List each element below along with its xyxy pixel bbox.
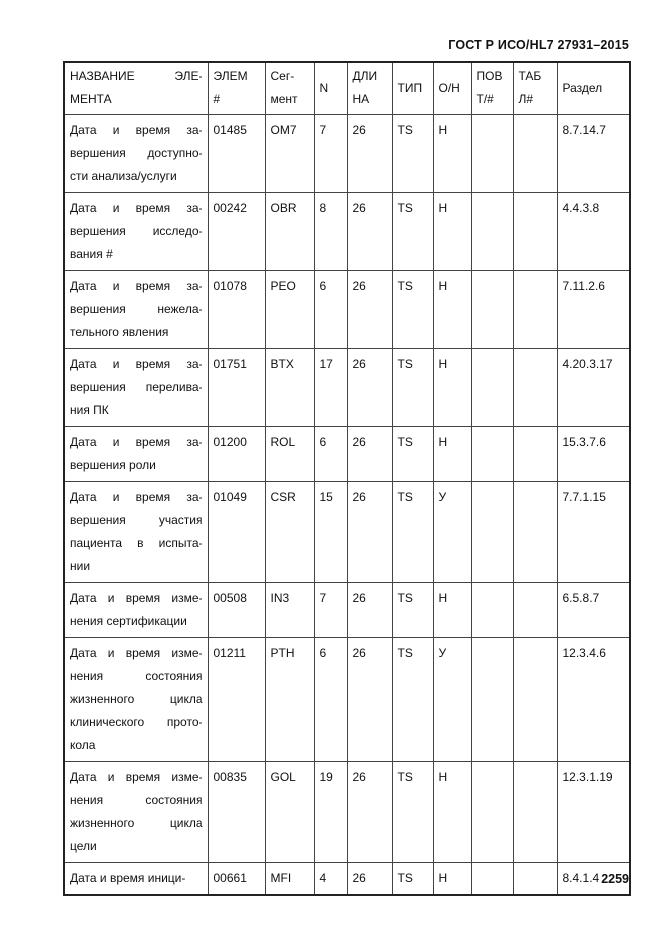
section-cell: 12.3.4.6 [557,638,630,762]
table-row [64,482,630,583]
n-cell: 17 [314,349,347,427]
element-name-cell: Дата и время за- вершения нежела- тельного явления [64,271,208,349]
tabl-cell [513,271,557,349]
oh-cell: Н [433,863,471,896]
oh-cell: У [433,482,471,583]
element-name-cell: Дата и время иници- [64,863,208,896]
column-header-type: ТИП [392,62,433,115]
table-row [64,638,630,762]
segment-cell: OM7 [265,115,314,193]
element-name-cell: Дата и время за- вершения доступно- сти анализа/услуги [64,115,208,193]
type-cell: TS [392,482,433,583]
tabl-cell [513,115,557,193]
n-cell: 7 [314,583,347,638]
rep-cell [471,349,513,427]
type-cell: TS [392,427,433,482]
table-row [64,762,630,863]
type-cell: TS [392,762,433,863]
rep-cell [471,115,513,193]
length-cell: 26 [347,427,392,482]
tabl-cell [513,193,557,271]
elem-cell: 00835 [208,762,265,863]
column-header-tabl: ТАБ Л# [513,62,557,115]
length-cell: 26 [347,482,392,583]
table-row [64,583,630,638]
section-cell: 4.4.3.8 [557,193,630,271]
elem-cell: 01211 [208,638,265,762]
length-cell: 26 [347,583,392,638]
rep-cell [471,193,513,271]
elem-cell: 00242 [208,193,265,271]
oh-cell: Н [433,349,471,427]
element-name-cell: Дата и время за- вершения роли [64,427,208,482]
table-row [64,427,630,482]
element-name-cell: Дата и время за- вершения перелива- ния ПК [64,349,208,427]
n-cell: 19 [314,762,347,863]
rep-cell [471,638,513,762]
element-name-cell: Дата и время изме- нения состояния жизненного цикла цели [64,762,208,863]
segment-cell: BTX [265,349,314,427]
length-cell: 26 [347,349,392,427]
tabl-cell [513,863,557,896]
table-row [64,193,630,271]
column-header-section: Раздел [557,62,630,115]
type-cell: TS [392,349,433,427]
oh-cell: Н [433,762,471,863]
tabl-cell [513,482,557,583]
n-cell: 6 [314,638,347,762]
section-cell: 4.20.3.17 [557,349,630,427]
section-cell: 8.4.1.4 [557,863,630,896]
column-header-segment: Сег- мент [265,62,314,115]
column-header-name: НАЗВАНИЕ ЭЛЕ- МЕНТА [64,62,208,115]
section-cell: 8.7.14.7 [557,115,630,193]
table-header-row [64,62,630,115]
segment-cell: ROL [265,427,314,482]
table-row [64,271,630,349]
tabl-cell [513,349,557,427]
rep-cell [471,583,513,638]
type-cell: TS [392,638,433,762]
section-cell: 12.3.1.19 [557,762,630,863]
rep-cell [471,271,513,349]
n-cell: 6 [314,427,347,482]
element-name-cell: Дата и время изме- нения сертификации [64,583,208,638]
table-row [64,115,630,193]
n-cell: 6 [314,271,347,349]
segment-cell: GOL [265,762,314,863]
element-name-cell: Дата и время изме- нения состояния жизненного цикла клинического прото- кола [64,638,208,762]
n-cell: 7 [314,115,347,193]
segment-cell: IN3 [265,583,314,638]
type-cell: TS [392,583,433,638]
rep-cell [471,482,513,583]
table-row [64,863,630,896]
elem-cell: 01751 [208,349,265,427]
length-cell: 26 [347,193,392,271]
elem-cell: 01078 [208,271,265,349]
type-cell: TS [392,193,433,271]
rep-cell [471,762,513,863]
table-row [64,349,630,427]
n-cell: 15 [314,482,347,583]
length-cell: 26 [347,863,392,896]
oh-cell: Н [433,115,471,193]
segment-cell: PEO [265,271,314,349]
oh-cell: Н [433,193,471,271]
type-cell: TS [392,863,433,896]
segment-cell: PTH [265,638,314,762]
table-body [64,115,630,896]
tabl-cell [513,583,557,638]
oh-cell: Н [433,427,471,482]
length-cell: 26 [347,762,392,863]
length-cell: 26 [347,115,392,193]
length-cell: 26 [347,638,392,762]
oh-cell: Н [433,271,471,349]
elem-cell: 01200 [208,427,265,482]
rep-cell [471,863,513,896]
rep-cell [471,427,513,482]
n-cell: 4 [314,863,347,896]
elem-cell: 00661 [208,863,265,896]
type-cell: TS [392,115,433,193]
oh-cell: У [433,638,471,762]
segment-cell: OBR [265,193,314,271]
page-number: 2259 [601,872,629,886]
segment-cell: CSR [265,482,314,583]
tabl-cell [513,427,557,482]
length-cell: 26 [347,271,392,349]
column-header-rep: ПОВ Т/# [471,62,513,115]
segment-cell: MFI [265,863,314,896]
document-standard-header: ГОСТ Р ИСО/HL7 27931–2015 [448,38,629,52]
column-header-length: ДЛИ НА [347,62,392,115]
elem-cell: 00508 [208,583,265,638]
elem-cell: 01485 [208,115,265,193]
column-header-oh: О/Н [433,62,471,115]
n-cell: 8 [314,193,347,271]
element-name-cell: Дата и время за- вершения исследо- вания # [64,193,208,271]
section-cell: 7.11.2.6 [557,271,630,349]
oh-cell: Н [433,583,471,638]
column-header-elem: ЭЛЕМ # [208,62,265,115]
element-name-cell: Дата и время за- вершения участия пациента в испыта- нии [64,482,208,583]
tabl-cell [513,762,557,863]
elements-table [63,61,631,896]
type-cell: TS [392,271,433,349]
section-cell: 6.5.8.7 [557,583,630,638]
section-cell: 15.3.7.6 [557,427,630,482]
tabl-cell [513,638,557,762]
section-cell: 7.7.1.15 [557,482,630,583]
elem-cell: 01049 [208,482,265,583]
column-header-n: N [314,62,347,115]
